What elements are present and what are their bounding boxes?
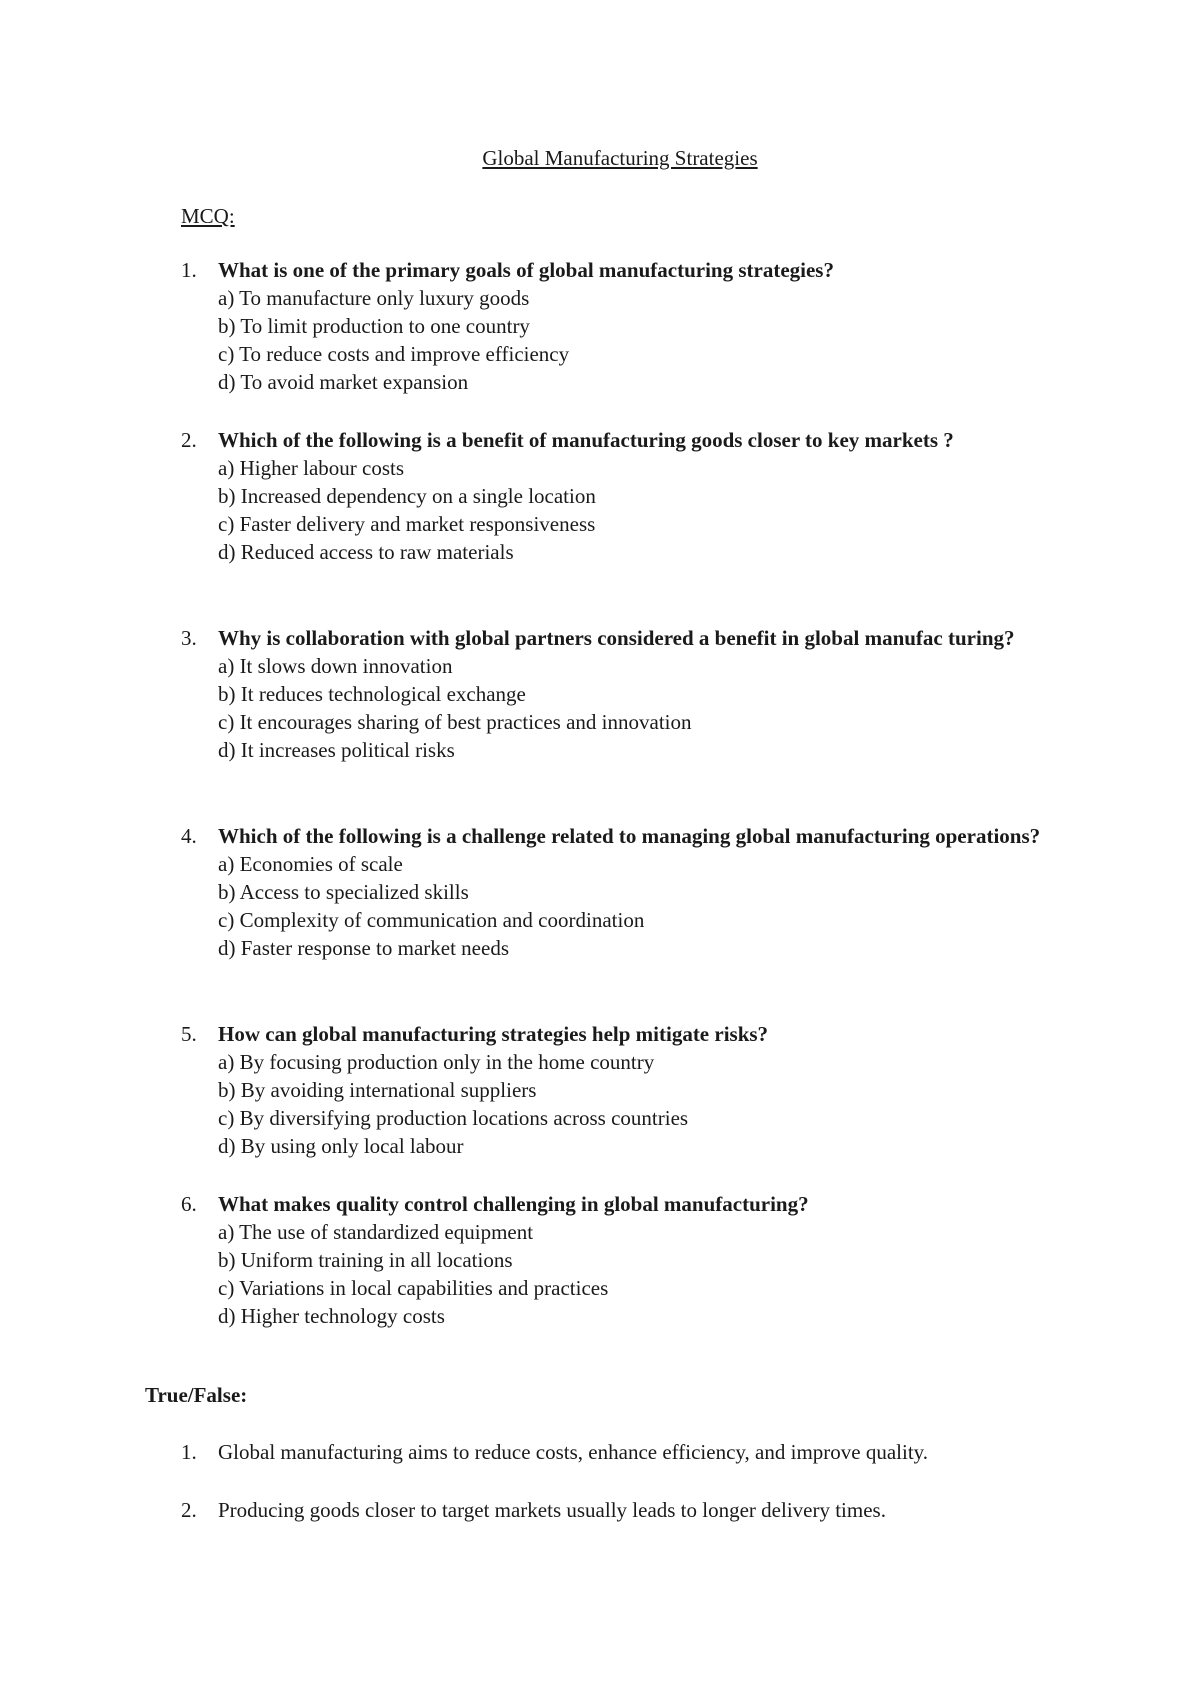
option-b: b) By avoiding international suppliers [218, 1078, 537, 1102]
question-number: 6. [181, 1192, 197, 1216]
question-text: Which of the following is a challenge related to managing global manufacturing operations? [218, 824, 1041, 848]
option-b: b) Access to specialized skills [218, 880, 469, 904]
option-c: c) Complexity of communication and coordination [218, 908, 645, 932]
question-number: 4. [181, 824, 197, 848]
option-a: a) Higher labour costs [218, 456, 405, 480]
option-d: d) It increases political risks [218, 738, 455, 762]
mcq-question-6 [181, 1190, 1081, 1330]
question-number: 1. [181, 258, 197, 282]
question-number: 5. [181, 1022, 197, 1046]
question-text: What is one of the primary goals of global manufacturing strategies? [218, 258, 834, 282]
mcq-question-3 [181, 624, 1081, 764]
option-a: a) By focusing production only in the home country [218, 1050, 655, 1074]
question-text: How can global manufacturing strategies help mitigate risks? [218, 1022, 769, 1046]
option-c: c) By diversifying production locations across countries [218, 1106, 689, 1130]
option-c: c) It encourages sharing of best practices and innovation [218, 710, 692, 734]
option-b: b) Increased dependency on a single location [218, 484, 596, 508]
option-c: c) Faster delivery and market responsiveness [218, 512, 596, 536]
mcq-question-1 [181, 256, 1081, 396]
statement-number: 1. [181, 1440, 197, 1464]
question-text: Which of the following is a benefit of manufacturing goods closer to key markets ? [218, 428, 954, 452]
true-false-item-1 [181, 1438, 1081, 1466]
option-a: a) Economies of scale [218, 852, 403, 876]
option-a: a) To manufacture only luxury goods [218, 286, 530, 310]
option-d: d) Reduced access to raw materials [218, 540, 514, 564]
option-d: d) Faster response to market needs [218, 936, 509, 960]
option-b: b) It reduces technological exchange [218, 682, 526, 706]
question-number: 2. [181, 428, 197, 452]
option-d: d) To avoid market expansion [218, 370, 469, 394]
mcq-heading: MCQ: [181, 204, 235, 228]
option-a: a) It slows down innovation [218, 654, 453, 678]
true-false-heading: True/False: [145, 1383, 248, 1407]
mcq-question-2 [181, 426, 1081, 566]
question-number: 3. [181, 626, 197, 650]
mcq-question-5 [181, 1020, 1081, 1160]
option-b: b) To limit production to one country [218, 314, 530, 338]
question-text: Why is collaboration with global partners considered a benefit in global manufac turing? [218, 626, 1015, 650]
statement-number: 2. [181, 1498, 197, 1522]
option-c: c) To reduce costs and improve efficiency [218, 342, 570, 366]
option-b: b) Uniform training in all locations [218, 1248, 513, 1272]
option-c: c) Variations in local capabilities and practices [218, 1276, 609, 1300]
statement-text: Global manufacturing aims to reduce costs, enhance efficiency, and improve quality. [218, 1440, 929, 1464]
document-title: Global Manufacturing Strategies [482, 146, 758, 170]
statement-text: Producing goods closer to target markets usually leads to longer delivery times. [218, 1498, 886, 1522]
true-false-item-2 [181, 1496, 1081, 1524]
option-d: d) Higher technology costs [218, 1304, 445, 1328]
option-a: a) The use of standardized equipment [218, 1220, 534, 1244]
mcq-question-4 [181, 822, 1081, 962]
option-d: d) By using only local labour [218, 1134, 464, 1158]
question-text: What makes quality control challenging in global manufacturing? [218, 1192, 809, 1216]
